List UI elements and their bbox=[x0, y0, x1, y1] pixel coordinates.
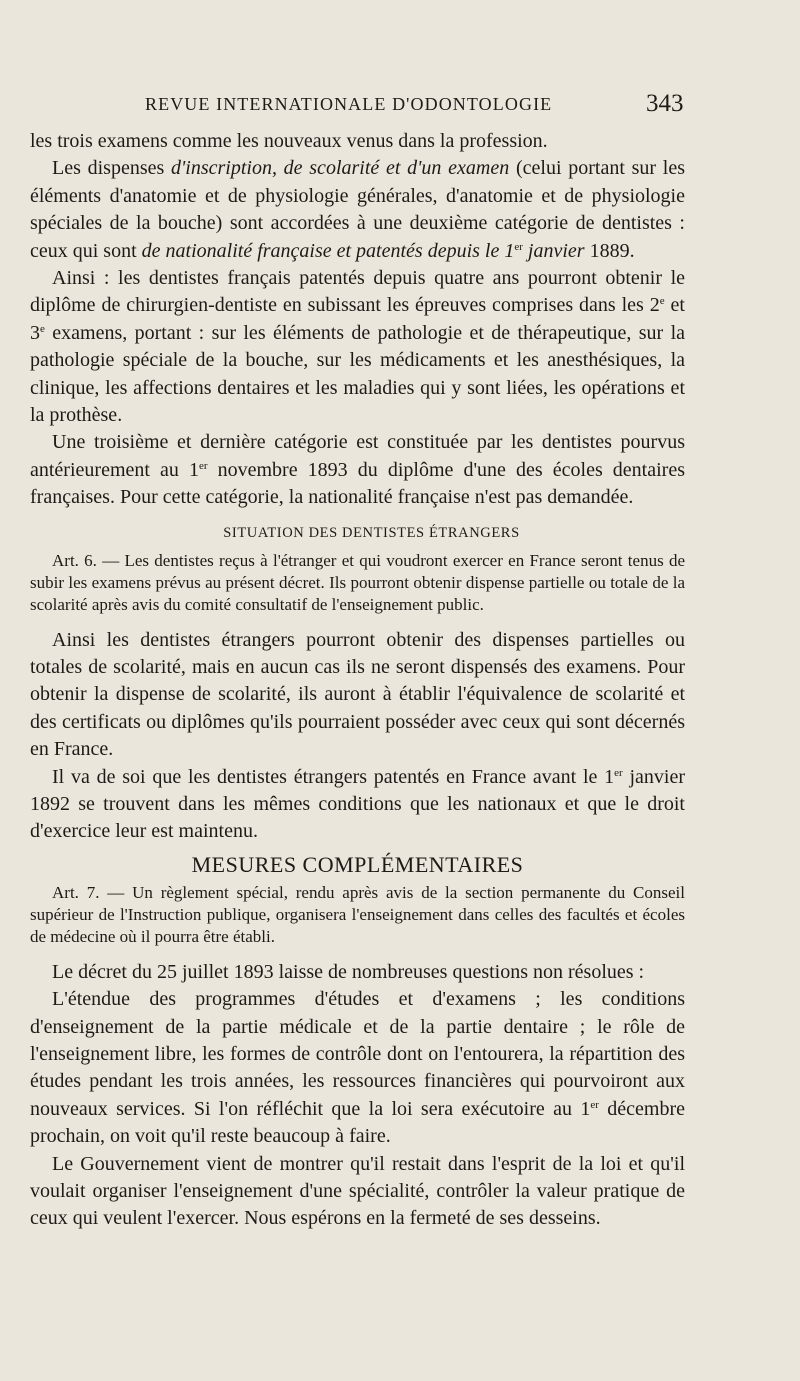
page-number: 343 bbox=[646, 90, 684, 117]
text-run: et 3 bbox=[30, 294, 685, 344]
journal-title: REVUE INTERNATIONALE D'ODONTOLOGIE bbox=[145, 94, 553, 114]
text-run: examens, portant : sur les éléments de pathologie et de thérapeutique, sur la pathologie spéciale de la bouche, sur les médicaments et les anesthésiques, la clinique, les affections dentaires et les maladies qui y sont liées, les opérations et la prothèse. bbox=[30, 321, 685, 427]
paragraph-text: Le Gouvernement vient de montrer qu'il restait dans l'esprit de la loi et qu'il voulait organiser l'enseignement d'une spécialité, contrôler la valeur pratique de ceux qui veulent l'exercer. Nous espérons en la fermeté de ses desseins. bbox=[30, 1152, 685, 1230]
section-heading-etrangers: SITUATION DES DENTISTES ÉTRANGERS bbox=[223, 524, 520, 541]
paragraph-dispenses-etrangers bbox=[30, 627, 685, 764]
superscript: e bbox=[40, 322, 45, 335]
paragraph-etendue bbox=[30, 986, 685, 1150]
superscript: er bbox=[198, 459, 208, 472]
text-run: Il va de soi que les dentistes étrangers patentés en France avant le 1 bbox=[52, 765, 615, 788]
superscript: er bbox=[514, 240, 523, 253]
article-text: Art. 6. — Les dentistes reçus à l'étranger et qui voudront exercer en France seront tenus de subir les examens prévus au présent décret. Ils pourront obtenir dispense partielle ou totale de la scolarité après avis du comité consultatif de l'enseignement public. bbox=[30, 550, 685, 615]
paragraph-text: les trois examens comme les nouveaux venus dans la profession. bbox=[30, 130, 548, 152]
paragraph-troisieme-categorie bbox=[30, 429, 685, 511]
italic-text: de nationalité française et patentés depuis le 1 bbox=[141, 239, 515, 262]
superscript: er bbox=[614, 766, 623, 779]
article-7 bbox=[30, 882, 685, 949]
italic-text: d'inscription, de scolarité et d'un examen bbox=[171, 157, 510, 180]
text-run: (celui portant sur les éléments d'anatomie et de physiologie générales, d'anatomie et de physiologie spéciales de la bouche) sont accordées à une deuxième catégorie de dentistes : ceux qui sont bbox=[30, 157, 685, 262]
paragraph-gouvernement bbox=[30, 1151, 685, 1233]
body-text bbox=[30, 128, 685, 1233]
text-run: 1889. bbox=[589, 239, 635, 262]
paragraph-decret bbox=[30, 959, 685, 986]
italic-text: janvier bbox=[522, 239, 590, 262]
text-run: janvier 1892 se trouvent dans les mêmes conditions que les nationaux et que le droit d'exercice leur est maintenu. bbox=[30, 765, 686, 843]
paragraph-dispenses bbox=[30, 155, 685, 265]
paragraph-patentes bbox=[30, 764, 685, 846]
text-run: Les dispenses bbox=[52, 157, 171, 180]
superscript: e bbox=[659, 295, 665, 308]
paragraph-continuation bbox=[30, 128, 685, 155]
paragraph-text: Le décret du 25 juillet 1893 laisse de nombreuses questions non résolues : bbox=[52, 960, 645, 983]
section-heading-mesures: MESURES COMPLÉMENTAIRES bbox=[191, 851, 524, 877]
text-run: novembre 1893 du diplôme d'une des écoles dentaires françaises. Pour cette catégorie, la nationalité française n'est pas demandée. bbox=[30, 458, 685, 509]
text-run: décembre prochain, on voit qu'il reste beaucoup à faire. bbox=[30, 1097, 685, 1148]
running-head bbox=[0, 90, 800, 122]
paragraph-text: Ainsi les dentistes étrangers pourront obtenir des dispenses partielles ou totales de scolarité, mais en aucun cas ils ne seront dispensés des examens. Pour obtenir la dispense de scolarité, ils auront à établir l'équivalence de scolarité et des certificats ou diplômes qu'ils pourraient posséder avec ceux qui sont décernés en France. bbox=[30, 628, 685, 761]
text-run: Une troisième et dernière catégorie est constituée par les dentistes pourvus antérieurement au 1 bbox=[30, 431, 685, 481]
superscript: er bbox=[590, 1098, 599, 1111]
paragraph-ainsi bbox=[30, 265, 685, 429]
article-6 bbox=[30, 550, 685, 617]
text-run: Ainsi : les dentistes français patentés depuis quatre ans pourront obtenir le diplôme de chirurgien-dentiste en subissant les épreuves comprises dans les 2 bbox=[30, 267, 685, 317]
text-run: L'étendue des programmes d'études et d'examens ; les conditions d'enseignement de la partie médicale et de la partie dentaire ; le rôle de l'enseignement libre, les formes de contrôle dont on l'entourera, la répartition des études pendant les trois années, les ressources financières qui pourvoiront aux nouveaux services. Si l'on réfléchit que la loi sera exécutoire au 1 bbox=[30, 988, 685, 1120]
article-text: Art. 7. — Un règlement spécial, rendu après avis de la section permanente du Conseil supérieur de l'Instruction publique, organisera l'enseignement dans celles des facultés et écoles de médecine où il pourra être établi. bbox=[30, 882, 685, 947]
